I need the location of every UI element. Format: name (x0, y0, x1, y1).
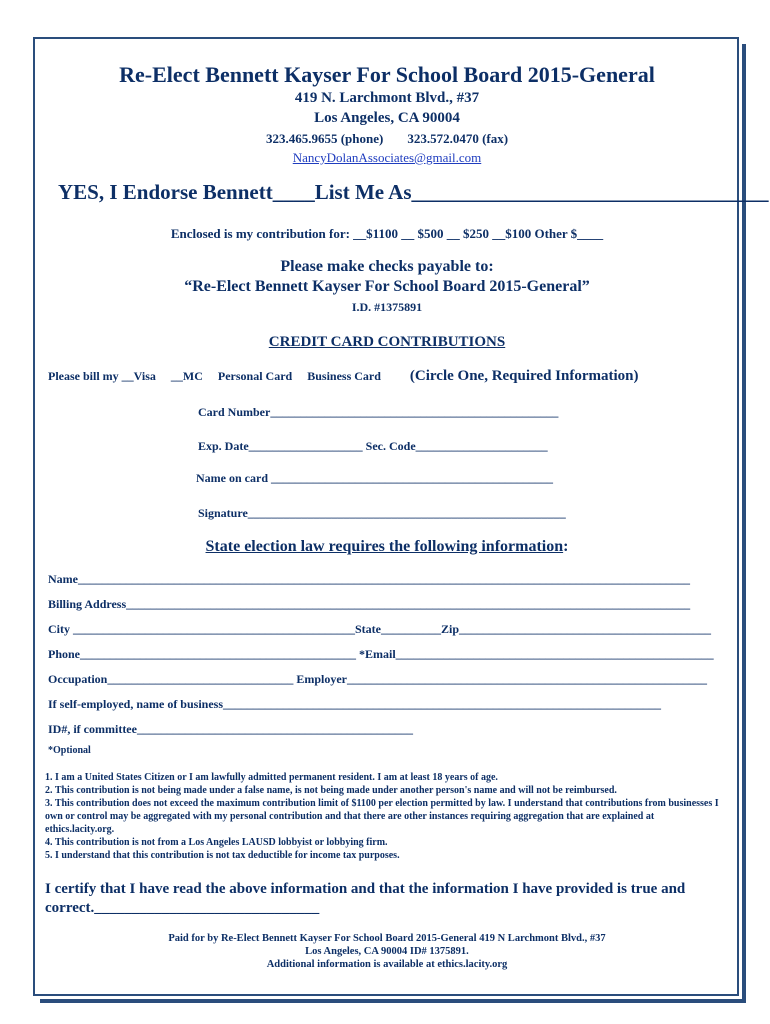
self-employed-business-field[interactable]: If self-employed, name of business_________________________________________________________________________ (48, 697, 662, 711)
payable-heading: Please make checks payable to: (280, 258, 494, 275)
paid-by-line-2: Los Angeles, CA 90004 ID# 1375891. (305, 946, 469, 957)
address-line-2: Los Angeles, CA 90004 (314, 110, 460, 126)
credit-card-heading: CREDIT CARD CONTRIBUTIONS (268, 334, 506, 350)
statement-item: 5. I understand that this contribution is not tax deductible for income tax purposes. (45, 850, 400, 861)
mc-option[interactable]: __MC (170, 369, 203, 383)
paid-for-by-disclaimer (37, 932, 737, 971)
election-law-heading (37, 538, 737, 556)
attestation-statements (45, 771, 723, 862)
election-law-colon: : (563, 538, 569, 555)
signature-field[interactable]: Signature_____________________________________________________ (198, 506, 566, 520)
form-title: Re-Elect Bennett Kayser For School Board 2015-General (119, 62, 655, 87)
certification-line[interactable]: I certify that I have read the above information and that the information I have provided is true and correct.______________________________ (45, 881, 686, 916)
circle-one-note: (Circle One, Required Information) (409, 368, 639, 384)
business-card-option[interactable]: Business Card (307, 369, 381, 383)
billing-address-field[interactable]: Billing Address______________________________________________________________________________________________ (48, 597, 691, 611)
address-line-1: 419 N. Larchmont Blvd., #37 (294, 90, 480, 106)
card-type-line (48, 368, 639, 385)
personal-card-option[interactable]: Personal Card (217, 369, 293, 383)
card-number-field[interactable]: Card Number________________________________________________ (198, 405, 559, 419)
committee-id: I.D. #1375891 (351, 300, 423, 314)
contribution-options: Enclosed is my contribution for: __$1100 __ $500 __ $250 __$100 Other $____ (170, 226, 604, 241)
committee-id-field[interactable]: ID#, if committee______________________________________________ (48, 722, 413, 736)
email-link[interactable]: NancyDolanAssociates@gmail.com (292, 150, 482, 165)
statement-item: 1. I am a United States Citizen or I am lawfully admitted permanent resident. I am at least 18 years of age. (45, 772, 498, 783)
exp-sec-code-field[interactable]: Exp. Date___________________ Sec. Code______________________ (198, 439, 548, 453)
paid-by-line-1: Paid for by Re-Elect Bennett Kayser For School Board 2015-General 419 N Larchmont Blvd., #37 (168, 933, 606, 944)
visa-option[interactable]: Please bill my __Visa (48, 369, 156, 383)
paid-by-line-3: Additional information is available at ethics.lacity.org (266, 959, 508, 970)
occupation-employer-field[interactable]: Occupation_______________________________ Employer____________________________________________________________ (48, 672, 707, 686)
payable-name: “Re-Elect Bennett Kayser For School Board 2015-General” (184, 278, 590, 295)
city-state-zip-field[interactable]: City _______________________________________________State__________Zip__________________________________________ (48, 622, 711, 636)
statement-item: 4. This contribution is not from a Los Angeles LAUSD lobbyist or lobbying firm. (45, 837, 388, 848)
election-law-text: State election law requires the following information (205, 538, 564, 555)
statement-item: 3. This contribution does not exceed the maximum contribution limit of $1100 per election permitted by law. I understand that contributions from businesses I own or control may be aggregated with my personal contribution and that there are other instances requiring aggregation that are explained at ethics.lacity.org. (45, 798, 719, 835)
optional-note: *Optional (48, 745, 91, 756)
statement-item: 2. This contribution is not being made under a false name, is not being made under another person's name and will not be reimbursed. (45, 785, 617, 796)
fax-number: 323.572.0470 (fax) (407, 131, 509, 146)
name-on-card-field[interactable]: Name on card _______________________________________________ (196, 471, 553, 485)
phone-email-field[interactable]: Phone______________________________________________ *Email_____________________________________________________ (48, 647, 714, 661)
phone-number: 323.465.9655 (phone) (265, 131, 384, 146)
endorse-line: YES, I Endorse Bennett____List Me As__________________________________ (58, 180, 769, 204)
phone-fax-line (37, 131, 737, 147)
name-field[interactable]: Name______________________________________________________________________________________________________ (48, 572, 690, 586)
